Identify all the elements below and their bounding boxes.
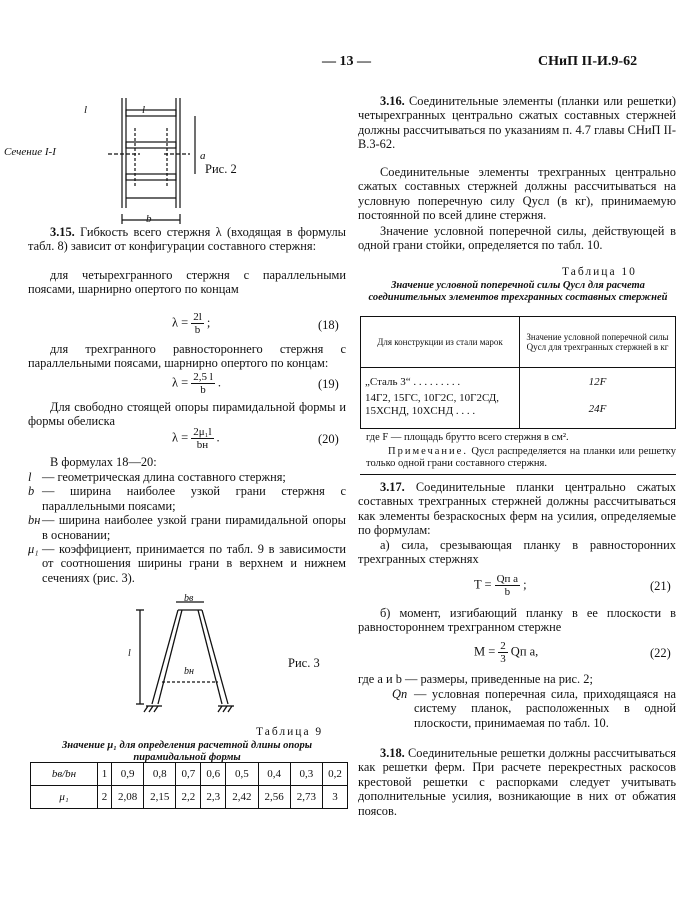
- equation-21-number: (21): [650, 579, 671, 593]
- paragraph-3-16: 3.16. Соединительные элементы (планки или решетки) четырехгранных центрально сжатых составных стержней должны рассчитываться по указаниям п. 4.7 главы СНиП II-В.3-62.: [358, 94, 676, 152]
- table-cell: 0,5: [226, 763, 258, 786]
- table-cell: 12F: [520, 368, 676, 391]
- item-b: б) момент, изгибающий планку в ее плоскости в равностороннем трехгранном стержне: [358, 606, 676, 635]
- table-cell: 3: [322, 786, 347, 809]
- batten-plate-3: [126, 174, 176, 180]
- doc-code: СНиП II-И.9-62: [538, 54, 638, 69]
- table-row: [31, 763, 348, 786]
- table-9-label: Таблица 9: [256, 726, 324, 738]
- where-clause: где a и b — размеры, приведенные на рис. 2;: [358, 672, 593, 686]
- batten-plate-2: [126, 142, 176, 148]
- page-number: — 13 —: [322, 54, 371, 69]
- batten-plate-1: [126, 110, 176, 116]
- equation-22: M = $\frac{2}{3}$ Qп a,: [474, 640, 539, 665]
- right-leg: [202, 610, 228, 704]
- divider: [360, 474, 676, 475]
- fig3-label-bn: bн: [184, 666, 194, 677]
- figure-2-column-drawing: [60, 88, 260, 230]
- table-cell: 0,2: [322, 763, 347, 786]
- table-cell: 0,3: [290, 763, 322, 786]
- case-pyramid: Для свободно стоящей опоры пирамидальной формы и формы обелиска: [28, 400, 346, 429]
- figure-3-pyramid-drawing: [110, 598, 270, 722]
- table-row: [361, 390, 676, 429]
- table-cell: 2: [98, 786, 112, 809]
- table-cell: 2,08: [111, 786, 143, 809]
- equation-20-number: (20): [318, 432, 339, 446]
- table-9: [30, 762, 348, 809]
- table-cell: 0,8: [144, 763, 176, 786]
- fig2-label-b: b: [146, 213, 152, 225]
- table-row: [31, 786, 348, 809]
- table-cell: 2,73: [290, 786, 322, 809]
- fig2-caption: Рис. 2: [205, 162, 237, 176]
- table-cell: 0,6: [201, 763, 226, 786]
- formulas-intro: В формулах 18—20:: [50, 455, 157, 469]
- paragraph-3-15: 3.15. Гибкость всего стержня λ (входящая в формулы табл. 8) зависит от конфигурации составного стержня:: [28, 225, 346, 254]
- definition-l: l — геометрическая длина составного стержня;: [28, 470, 286, 484]
- item-a: а) сила, срезывающая планку в равносторонних трехгранных стержнях: [358, 538, 676, 567]
- table-cell: 2,42: [226, 786, 258, 809]
- section-label: Сечение I-I: [4, 146, 56, 158]
- table-cell: 2,56: [258, 786, 290, 809]
- table-10-note-area: где F — площадь брутто всего стержня в см².: [366, 432, 569, 443]
- table-cell: 2,15: [144, 786, 176, 809]
- case-four-sided: для четырехгранного стержня с параллельными поясами, шарнирно опертого по концам: [28, 268, 346, 297]
- table-9-title: Значение μ₁ для определения расчетной длины опоры пирамидальной формы: [61, 740, 313, 763]
- table-10-note: Примечание. Qусл распределяется на планки или решетку только одной грани составного стержня.: [366, 446, 676, 469]
- equation-19: λ = $\frac{2,5 l}{b}$ .: [172, 371, 221, 396]
- table-cell: „Сталь 3“ . . . . . . . . .: [361, 368, 520, 391]
- paragraph-3-17: 3.17. Соединительные планки центрально сжатых составных трехгранных стержней должны рассчитываться как элементы безраскосных ферм на усилия, определяемые по формулам:: [358, 480, 676, 538]
- equation-19-number: (19): [318, 377, 339, 391]
- table-10-title: Значение условной поперечной силы Qусл для расчета соединительных элементов трехгранных составных стержней: [368, 280, 668, 303]
- table-row: [361, 317, 676, 368]
- equation-20: λ = $\frac{\text{2μ₁l}}{bн}$ .: [172, 426, 220, 451]
- fig2-label-l-left: l: [84, 104, 88, 116]
- definition-list: [28, 470, 346, 585]
- case-three-sided: для трехгранного равностороннего стержня с параллельными поясами, шарнирно опертого по концам:: [28, 342, 346, 371]
- table-cell: 0,7: [176, 763, 201, 786]
- fig2-label-l-right: l: [142, 104, 146, 116]
- table-cell: 2,2: [176, 786, 201, 809]
- fig3-label-l: l: [128, 648, 131, 659]
- clause-number: 3.16.: [380, 94, 405, 108]
- fig3-label-bv: bв: [184, 593, 194, 604]
- fig3-caption: Рис. 3: [288, 656, 320, 670]
- definition-b: b — ширина наиболее узкой грани стержня с параллельными поясами;: [28, 484, 346, 513]
- table-cell: 0,9: [111, 763, 143, 786]
- table-cell: 14Г2, 15ГС, 10Г2С, 10Г2СД, 15ХСНД, 10ХСНД . . . .: [361, 390, 520, 429]
- table-cell: 1: [98, 763, 112, 786]
- equation-18: λ = $\frac{2l}{b}$ ;: [172, 311, 211, 336]
- clause-number: 3.15.: [50, 225, 75, 239]
- table-10-label: Таблица 10: [562, 266, 637, 278]
- table-cell: 0,4: [258, 763, 290, 786]
- paragraph-3-16-third: Значение условной поперечной силы, действующей в одной грани стойки, определяется по табл. 10.: [358, 224, 676, 253]
- equation-18-number: (18): [318, 318, 339, 332]
- table-row: [361, 368, 676, 391]
- table-10: [360, 316, 676, 429]
- clause-number: 3.18.: [380, 746, 405, 760]
- equation-22-number: (22): [650, 646, 671, 660]
- clause-number: 3.17.: [380, 480, 405, 494]
- table-9-row1-head: bв/bн: [31, 763, 98, 786]
- definition-mu1: μ₁ — коэффициент, принимается по табл. 9 в зависимости от соотношения ширины грани в верхнем и нижнем сечениях (рис. 3).: [28, 542, 346, 585]
- table-9-row2-head: μ₁: [31, 786, 98, 809]
- equation-21: T = $\frac{\text{Qп a}}{b}$ ;: [474, 573, 527, 598]
- paragraph-3-18: 3.18. Соединительные решетки должны рассчитываться как решетки ферм. При расчете перекрестных раскосов крестовой решетки с распорками следует учитывать дополнительные усилия, возникающие в них от обжатия поясов.: [358, 746, 676, 818]
- paragraph-3-16-second: Соединительные элементы трехгранных центрально сжатых составных стержней должны рассчитываться на условную поперечную силу Qусл (в кг), принимаемую постоянной по всей длине стержня.: [358, 165, 676, 223]
- left-leg: [152, 610, 178, 704]
- table-cell: 2,3: [201, 786, 226, 809]
- fig2-label-a: a: [200, 150, 206, 162]
- table-10-head-right: Значение условной поперечной силы Qусл для трехгранных стержней в кг: [520, 317, 676, 368]
- table-cell: 24F: [520, 390, 676, 429]
- table-10-head-left: Для конструкции из стали марок: [361, 317, 520, 368]
- definition-bn: bн — ширина наиболее узкой грани пирамидальной опоры в основании;: [28, 513, 346, 542]
- definition-qp: Qп — условная поперечная сила, приходящаяся на систему планок, расположенных в одной плоскости, принимаемая по табл. 10.: [392, 687, 676, 730]
